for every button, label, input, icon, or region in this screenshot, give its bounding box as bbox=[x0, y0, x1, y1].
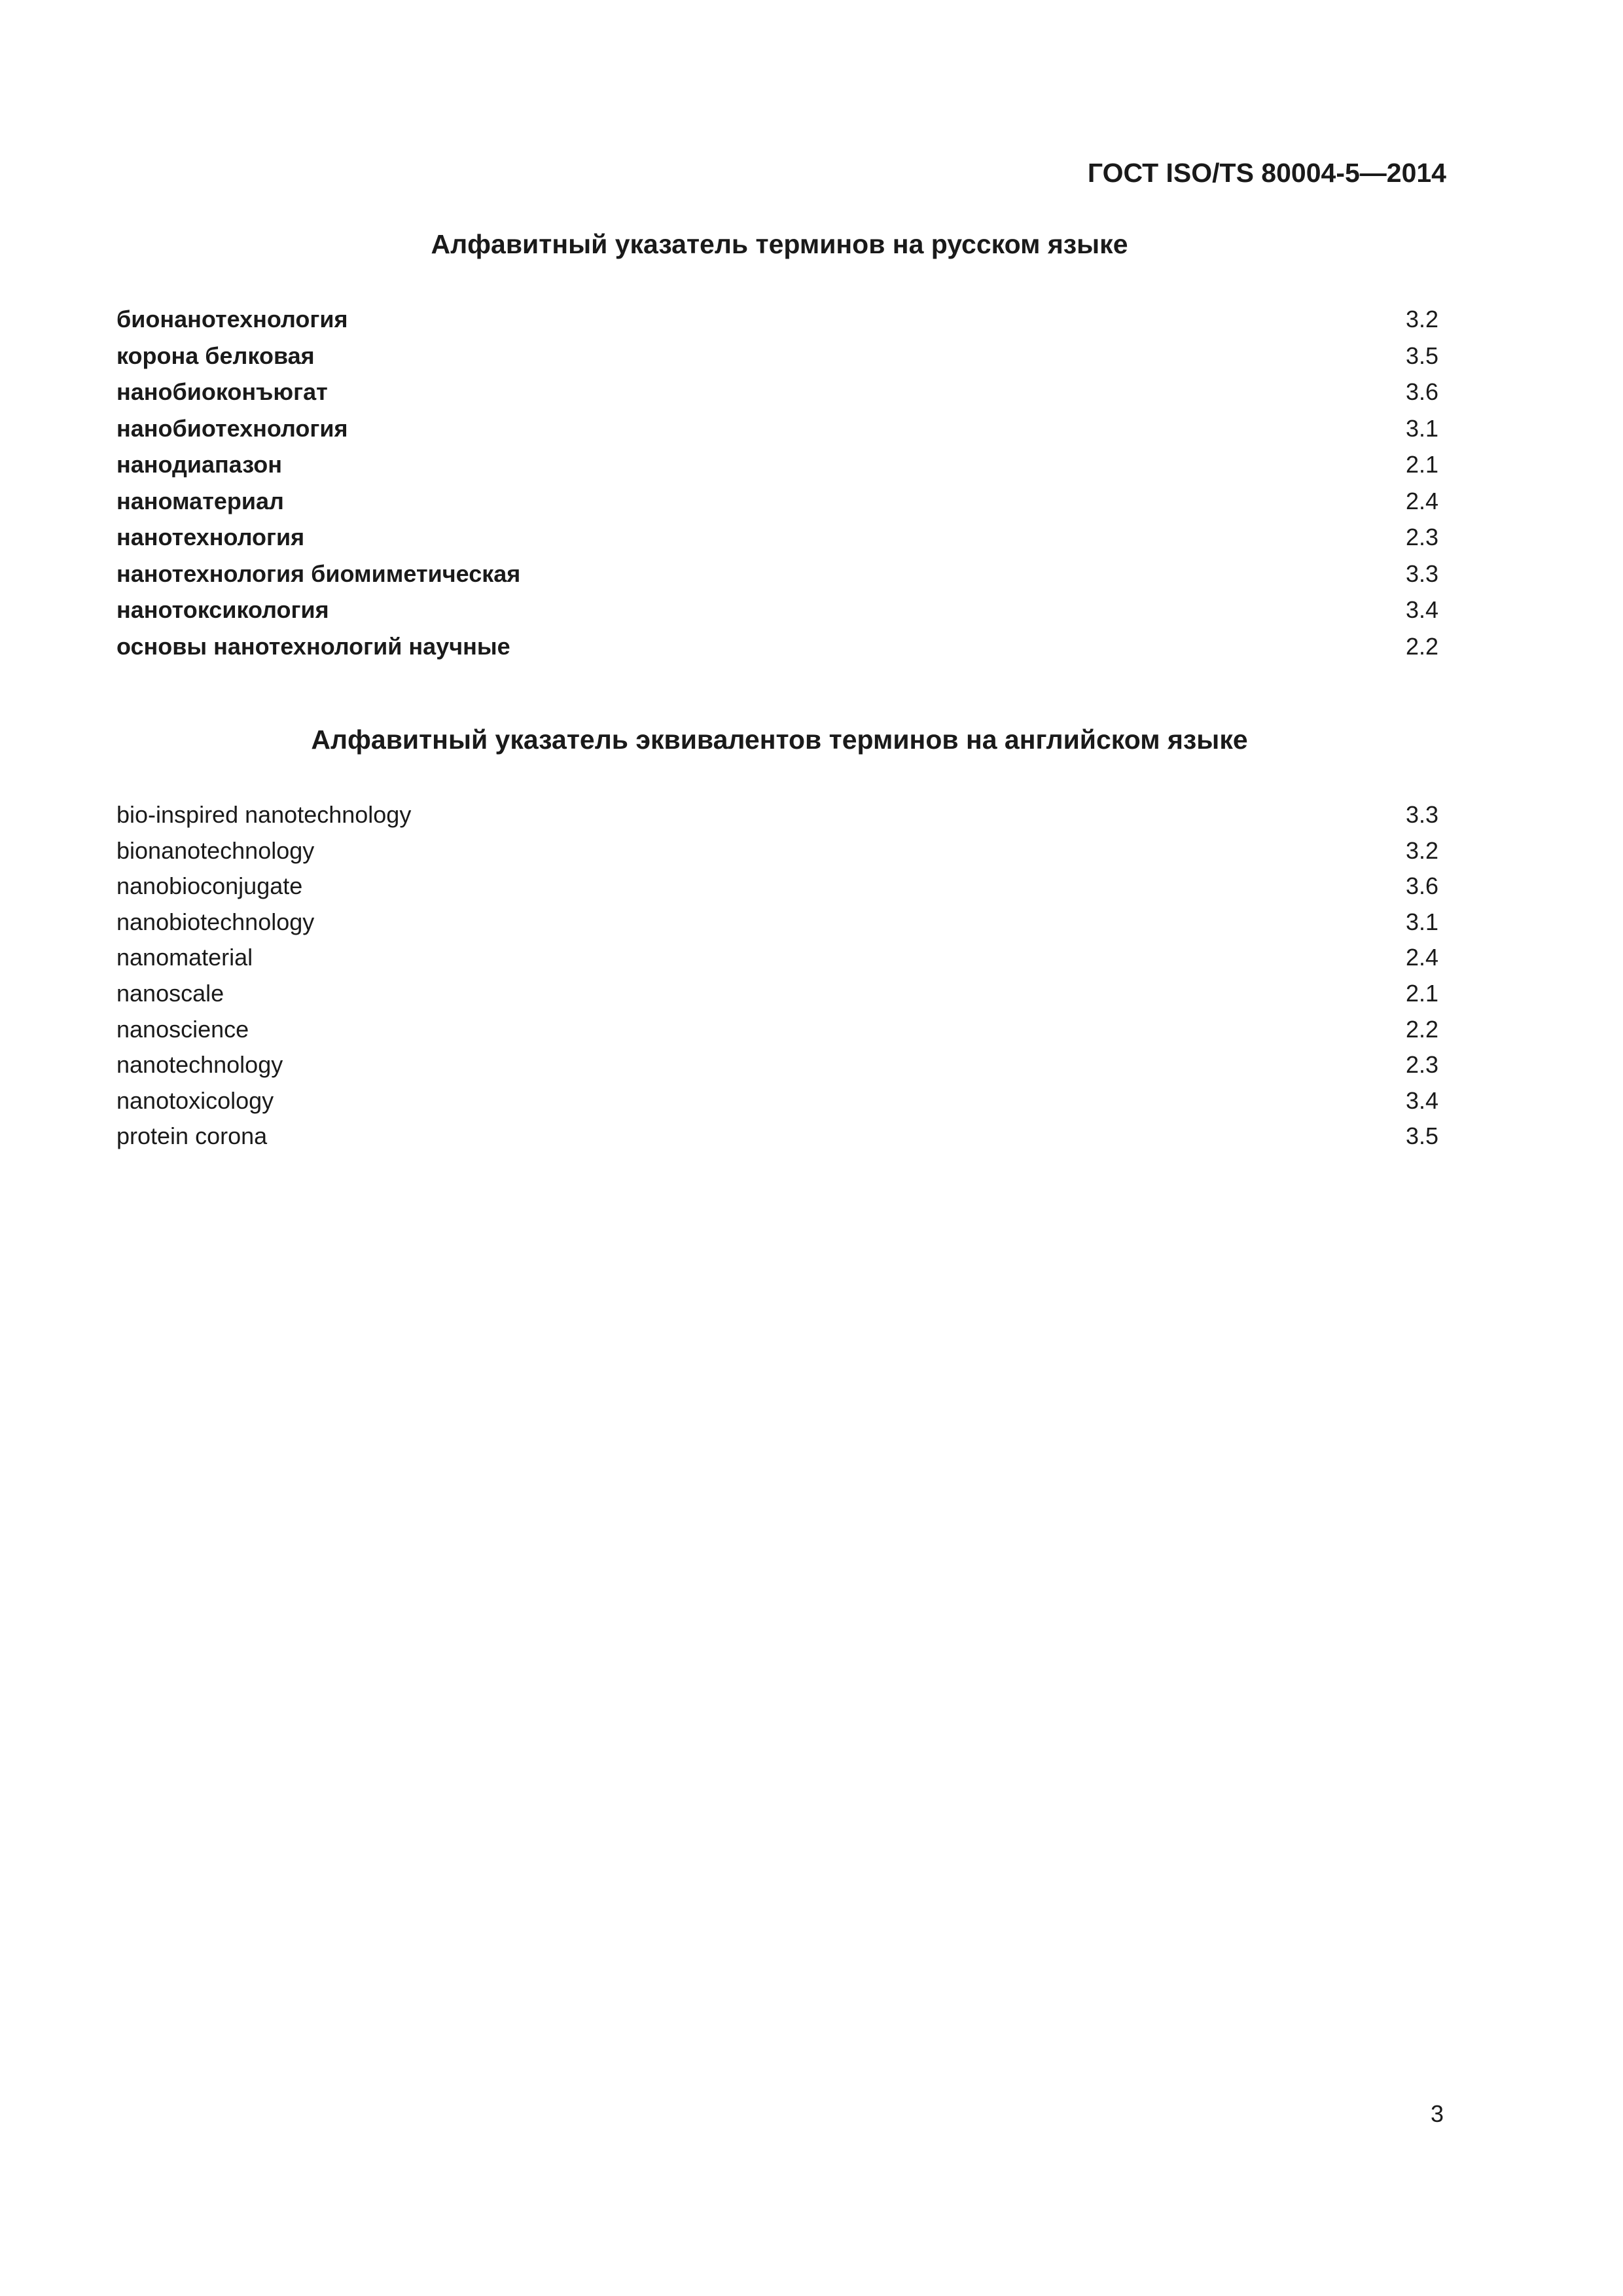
index-term: нанобиотехнология bbox=[116, 414, 348, 442]
index-entry bbox=[116, 452, 1438, 488]
index-entry bbox=[116, 1016, 1438, 1052]
index-entry bbox=[116, 306, 1438, 343]
index-reference: 2.1 bbox=[1405, 451, 1438, 478]
index-reference: 2.4 bbox=[1405, 487, 1438, 514]
index-entry bbox=[116, 944, 1438, 980]
english-index-title: Алфавитный указатель эквивалентов терминов на английском языке bbox=[311, 725, 1248, 755]
index-entry bbox=[116, 488, 1438, 525]
index-reference: 2.3 bbox=[1405, 1051, 1438, 1079]
index-term: nanomaterial bbox=[116, 944, 253, 971]
index-term: нанодиапазон bbox=[116, 451, 282, 478]
index-entry bbox=[116, 873, 1438, 909]
english-index-list bbox=[116, 802, 1438, 1159]
page-number: 3 bbox=[1430, 2100, 1444, 2127]
index-entry bbox=[116, 980, 1438, 1016]
index-term: nanoscale bbox=[116, 979, 224, 1007]
index-reference: 3.6 bbox=[1405, 378, 1438, 405]
index-reference: 3.2 bbox=[1405, 306, 1438, 332]
index-term: bio-inspired nanotechnology bbox=[116, 801, 412, 828]
index-entry bbox=[116, 597, 1438, 634]
document-code: ГОСТ ISO/TS 80004-5—2014 bbox=[1087, 158, 1446, 188]
index-term: нанотехнология биомиметическая bbox=[116, 560, 521, 587]
index-entry bbox=[116, 1088, 1438, 1124]
index-entry bbox=[116, 1052, 1438, 1088]
index-term: nanoscience bbox=[116, 1015, 249, 1043]
index-term: nanobioconjugate bbox=[116, 872, 303, 900]
index-reference: 2.4 bbox=[1405, 944, 1438, 971]
russian-index-list bbox=[116, 306, 1438, 670]
index-entry bbox=[116, 343, 1438, 380]
index-term: nanobiotechnology bbox=[116, 908, 315, 935]
index-reference: 2.2 bbox=[1405, 632, 1438, 660]
index-entry bbox=[116, 561, 1438, 598]
index-term: нанобиоконъюгат bbox=[116, 378, 328, 405]
index-term: bionanotechnology bbox=[116, 836, 315, 864]
index-reference: 3.6 bbox=[1405, 872, 1438, 900]
index-reference: 2.3 bbox=[1405, 524, 1438, 550]
index-entry bbox=[116, 838, 1438, 874]
index-term: основы нанотехнологий научные bbox=[116, 632, 510, 660]
index-reference: 3.3 bbox=[1405, 560, 1438, 587]
index-entry bbox=[116, 416, 1438, 452]
index-reference: 3.1 bbox=[1405, 908, 1438, 935]
index-term: корона белковая bbox=[116, 342, 315, 369]
index-reference: 2.1 bbox=[1405, 979, 1438, 1007]
index-reference: 2.2 bbox=[1405, 1015, 1438, 1043]
index-term: protein corona bbox=[116, 1122, 268, 1150]
index-reference: 3.4 bbox=[1405, 596, 1438, 623]
index-term: нанотоксикология bbox=[116, 596, 329, 623]
index-reference: 3.4 bbox=[1405, 1086, 1438, 1114]
index-term: nanotechnology bbox=[116, 1051, 283, 1079]
index-entry bbox=[116, 802, 1438, 838]
index-reference: 3.5 bbox=[1405, 1122, 1438, 1150]
index-entry bbox=[116, 379, 1438, 416]
index-reference: 3.3 bbox=[1405, 801, 1438, 828]
index-reference: 3.2 bbox=[1405, 836, 1438, 864]
index-entry bbox=[116, 634, 1438, 670]
index-entry bbox=[116, 524, 1438, 561]
index-term: наноматериал bbox=[116, 487, 284, 514]
russian-index-title: Алфавитный указатель терминов на русском языке bbox=[431, 229, 1128, 259]
index-term: бионанотехнология bbox=[116, 306, 348, 332]
index-term: nanotoxicology bbox=[116, 1086, 274, 1114]
index-entry bbox=[116, 909, 1438, 945]
index-reference: 3.1 bbox=[1405, 414, 1438, 442]
index-entry bbox=[116, 1123, 1438, 1159]
index-term: нанотехнология bbox=[116, 524, 305, 550]
index-reference: 3.5 bbox=[1405, 342, 1438, 369]
